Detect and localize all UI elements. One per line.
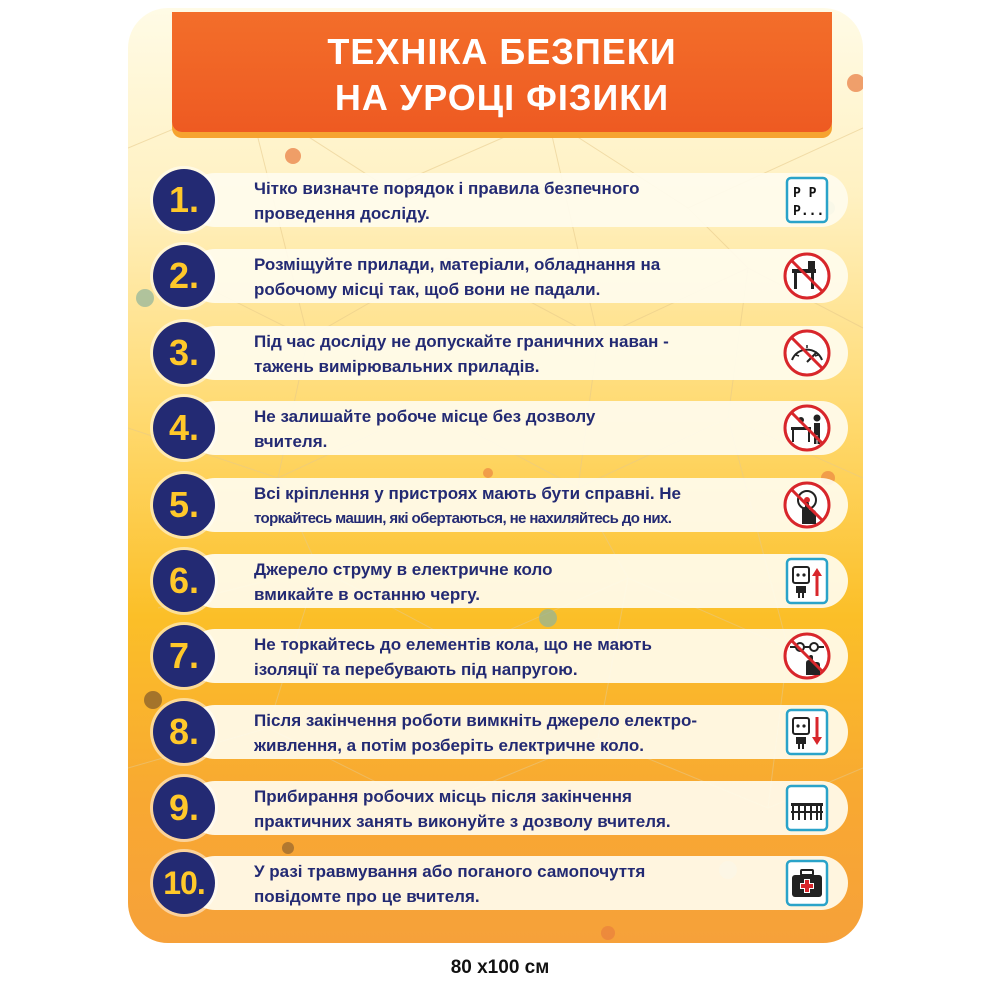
rule-line-1: Під час досліду не допускайте граничних наван - — [254, 332, 669, 351]
rule-line-1: Всі кріплення у пристроях мають бути справні. Не — [254, 484, 681, 503]
rule-row-8 — [188, 705, 848, 759]
rule-line-2: живлення, а потім розберіть електричне коло. — [254, 736, 644, 755]
rule-text — [254, 632, 784, 682]
rule-number-10: 10. — [153, 852, 215, 914]
rule-number-6: 6. — [153, 550, 215, 612]
rule-text — [254, 784, 784, 834]
rule-row-3 — [188, 326, 848, 380]
no-overload-gauge-icon — [782, 328, 832, 378]
rule-text — [254, 481, 784, 531]
rule-row-10 — [188, 856, 848, 910]
size-caption: 80 х100 см — [450, 957, 550, 978]
rule-text — [254, 404, 784, 454]
rule-number-8: 8. — [153, 701, 215, 763]
rule-line-2: вчителя. — [254, 432, 328, 451]
rules-list-icon — [782, 175, 832, 225]
rule-line-2: робочому місці так, щоб вони не падали. — [254, 280, 601, 299]
rule-number-5: 5. — [153, 474, 215, 536]
rule-line-1: Чітко визначте порядок і правила безпечного — [254, 179, 640, 198]
rule-row-4 — [188, 401, 848, 455]
rule-text — [254, 708, 784, 758]
rule-line-1: Після закінчення роботи вимкніть джерело електро- — [254, 711, 698, 730]
rule-line-1: Не торкайтесь до елементів кола, що не мають — [254, 635, 652, 654]
rule-row-9 — [188, 781, 848, 835]
title-line-1: ТЕХНІКА БЕЗПЕКИ — [327, 31, 677, 72]
no-falling-items-icon — [782, 251, 832, 301]
rule-text — [254, 176, 784, 226]
rule-line-1: Прибирання робочих місць після закінчення — [254, 787, 632, 806]
rule-line-2: повідомте про це вчителя. — [254, 887, 480, 906]
rule-line-2: практичних занять виконуйте з дозволу вчителя. — [254, 812, 671, 831]
no-leaving-workplace-icon — [782, 403, 832, 453]
rule-text — [254, 252, 784, 302]
svg-text:P P: P P — [793, 186, 817, 201]
first-aid-kit-icon — [782, 858, 832, 908]
rule-row-1 — [188, 173, 848, 227]
rule-line-1: У разі травмування або поганого самопочуття — [254, 862, 646, 881]
svg-text:P...: P... — [793, 204, 825, 219]
rule-line-1: Розміщуйте прилади, матеріали, обладнання на — [254, 255, 661, 274]
no-touch-live-wires-icon — [782, 631, 832, 681]
rule-row-5 — [188, 478, 848, 532]
rule-line-2: тажень вимірювальних приладів. — [254, 357, 540, 376]
rule-number-4: 4. — [153, 397, 215, 459]
unplug-first-icon — [782, 707, 832, 757]
rule-text — [254, 859, 784, 909]
safety-poster — [128, 8, 863, 943]
title-line-2: НА УРОЦІ ФІЗИКИ — [334, 77, 670, 118]
rule-row-2 — [188, 249, 848, 303]
workplace-desks-icon — [782, 783, 832, 833]
poster-header — [172, 12, 832, 132]
rule-number-9: 9. — [153, 777, 215, 839]
rule-line-2: торкайтесь машин, які обертаються, не нахиляйтесь до них. — [254, 510, 672, 527]
rule-line-2: ізоляції та перебувають під напругою. — [254, 660, 578, 679]
rule-line-2: вмикайте в останню чергу. — [254, 585, 480, 604]
rule-line-1: Не залишайте робоче місце без дозволу — [254, 407, 596, 426]
rule-line-2: проведення досліду. — [254, 204, 430, 223]
rule-line-1: Джерело струму в електричне коло — [254, 560, 553, 579]
no-touch-rotating-icon — [782, 480, 832, 530]
rule-number-3: 3. — [153, 322, 215, 384]
plug-in-last-icon — [782, 556, 832, 606]
rule-number-7: 7. — [153, 625, 215, 687]
rule-number-2: 2. — [153, 245, 215, 307]
rule-number-1: 1. — [153, 169, 215, 231]
rule-row-7 — [188, 629, 848, 683]
rule-row-6 — [188, 554, 848, 608]
rule-text — [254, 329, 784, 379]
rule-text — [254, 557, 784, 607]
